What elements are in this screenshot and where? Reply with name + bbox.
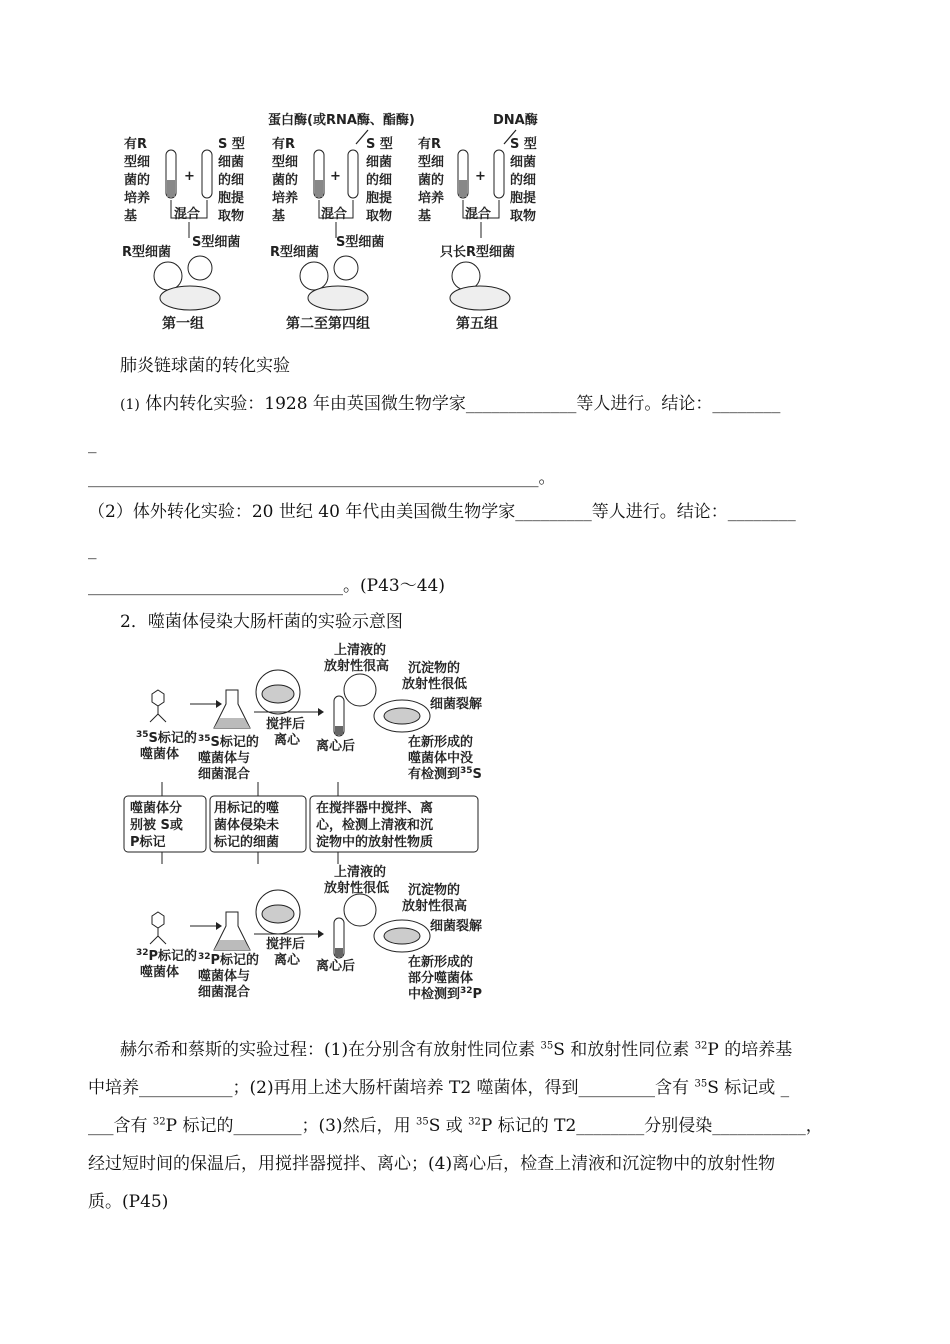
- svg-text:中检测到32P: 中检测到$^{32}$P: [408, 986, 483, 1002]
- question-2: （2）体外转化实验：20 世纪 40 年代由美国微生物学家_________等人进行。结论：________: [88, 502, 796, 522]
- svg-text:35S标记的: $^{35}$S标记的: [136, 730, 197, 746]
- svg-text:基: 基: [124, 209, 138, 224]
- svg-text:32P标记的: $^{32}$P标记的: [198, 952, 260, 968]
- svg-text:沉淀物的: 沉淀物的: [408, 883, 461, 898]
- group-5: [418, 136, 537, 332]
- svg-text:基: 基: [272, 209, 286, 224]
- svg-text:离心: 离心: [274, 733, 301, 748]
- svg-text:胞提: 胞提: [218, 191, 245, 206]
- svg-text:R型细菌: R型细菌: [270, 245, 320, 260]
- enzyme-label-protease: 蛋白酶(或RNA酶、酯酶): [268, 113, 415, 128]
- question-1-blank-line: _____________________________________________________。: [88, 468, 556, 488]
- paragraph-line-4: 经过短时间的保温后，用搅拌器搅拌、离心；(4)离心后，检查上清液和沉淀物中的放射性物: [88, 1154, 776, 1174]
- svg-text:上清液的: 上清液的: [334, 865, 387, 880]
- bottom-row-p32: [136, 864, 483, 1002]
- paragraph-line-1: 赫尔希和蔡斯的实验过程：(1)在分别含有放射性同位素 $^{35}$S 和放射性同位素 $^{32}$P 的培养基: [120, 1040, 793, 1060]
- svg-text:的细: 的细: [218, 173, 245, 188]
- svg-text:胞提: 胞提: [510, 191, 537, 206]
- svg-text:基: 基: [418, 209, 432, 224]
- svg-text:在新形成的: 在新形成的: [408, 955, 474, 970]
- svg-text:S 型: S 型: [510, 137, 537, 152]
- svg-text:只长R型细菌: 只长R型细菌: [440, 245, 516, 260]
- section1-title: 肺炎链球菌的转化实验: [120, 356, 290, 376]
- phage-infection-figure: [118, 642, 498, 1008]
- svg-text:混合: 混合: [465, 207, 492, 222]
- question-2-blank-line: ______________________________。(P43～44): [88, 576, 445, 596]
- svg-text:S 型: S 型: [218, 137, 245, 152]
- svg-text:菌体侵染未: 菌体侵染未: [214, 818, 280, 833]
- svg-text:噬菌体: 噬菌体: [140, 747, 180, 762]
- svg-text:标记的细菌: 标记的细菌: [214, 835, 280, 850]
- svg-text:细菌混合: 细菌混合: [198, 985, 251, 1000]
- step-boxes: [124, 782, 478, 864]
- svg-text:S型细菌: S型细菌: [336, 235, 385, 250]
- svg-text:的细: 的细: [366, 173, 393, 188]
- svg-text:噬菌体: 噬菌体: [140, 965, 180, 980]
- svg-text:培养: 培养: [418, 191, 445, 206]
- svg-text:离心后: 离心后: [316, 959, 356, 974]
- svg-text:细菌裂解: 细菌裂解: [430, 697, 483, 712]
- svg-text:上清液的: 上清液的: [334, 643, 387, 658]
- question-1: (1) 体内转化实验：1928 年由英国微生物学家_____________等人进行。结论：________: [120, 394, 781, 414]
- svg-text:第二至第四组: 第二至第四组: [286, 316, 370, 332]
- svg-text:细菌: 细菌: [366, 155, 393, 170]
- enzyme-label-dnase: DNA酶: [493, 113, 538, 128]
- transformation-experiment-figure: [118, 108, 548, 334]
- flask-icon: [214, 912, 250, 950]
- svg-text:型细: 型细: [272, 155, 299, 170]
- svg-text:部分噬菌体: 部分噬菌体: [408, 971, 474, 986]
- svg-text:有R: 有R: [124, 137, 148, 152]
- svg-text:P标记: P标记: [130, 835, 166, 850]
- svg-text:离心后: 离心后: [316, 739, 356, 754]
- svg-text:搅拌后: 搅拌后: [266, 717, 306, 732]
- svg-text:S 型: S 型: [366, 137, 393, 152]
- svg-text:噬菌体分: 噬菌体分: [130, 801, 183, 816]
- svg-text:混合: 混合: [174, 207, 201, 222]
- svg-text:细菌: 细菌: [510, 155, 537, 170]
- svg-text:菌的: 菌的: [418, 173, 445, 188]
- svg-text:有R: 有R: [272, 137, 296, 152]
- svg-text:培养: 培养: [272, 191, 299, 206]
- svg-text:菌的: 菌的: [272, 173, 299, 188]
- svg-text:放射性很低: 放射性很低: [402, 677, 468, 692]
- svg-text:离心: 离心: [274, 953, 301, 968]
- svg-text:细菌: 细菌: [218, 155, 245, 170]
- question-2-continuation: _: [88, 540, 97, 560]
- svg-text:取物: 取物: [366, 209, 393, 224]
- svg-text:取物: 取物: [510, 209, 537, 224]
- phage-icon: [150, 690, 166, 722]
- svg-text:+: +: [475, 169, 486, 184]
- svg-text:胞提: 胞提: [366, 191, 393, 206]
- svg-text:噬菌体与: 噬菌体与: [198, 751, 251, 766]
- svg-text:S型细菌: S型细菌: [192, 235, 241, 250]
- group-2-4: [270, 136, 393, 332]
- top-row-s35: [136, 642, 483, 782]
- group-1: [122, 136, 245, 332]
- svg-text:有检测到35S: 有检测到$^{35}$S: [408, 766, 482, 782]
- svg-text:细菌混合: 细菌混合: [198, 767, 251, 782]
- paragraph-line-2: 中培养___________；(2)再用上述大肠杆菌培养 T2 噬菌体，得到_________含有 $^{35}$S 标记或 _: [88, 1078, 790, 1098]
- svg-text:培养: 培养: [124, 191, 151, 206]
- svg-text:放射性很高: 放射性很高: [402, 899, 468, 914]
- svg-text:+: +: [184, 169, 195, 184]
- svg-text:第五组: 第五组: [456, 316, 498, 332]
- svg-text:第一组: 第一组: [162, 316, 204, 332]
- paragraph-line-3: ___含有 $^{32}$P 标记的________；(3)然后，用 $^{35}$S 或 $^{32}$P 标记的 T2________分别侵染___________，: [88, 1116, 823, 1136]
- svg-text:噬菌体与: 噬菌体与: [198, 969, 251, 984]
- svg-text:R型细菌: R型细菌: [122, 245, 172, 260]
- svg-text:用标记的噬: 用标记的噬: [214, 801, 280, 816]
- svg-text:的细: 的细: [510, 173, 537, 188]
- svg-text:放射性很低: 放射性很低: [324, 881, 390, 896]
- svg-text:35S标记的: $^{35}$S标记的: [198, 734, 259, 750]
- svg-text:噬菌体中没: 噬菌体中没: [408, 751, 474, 766]
- question-1-continuation: _: [88, 434, 97, 454]
- flask-icon: [214, 690, 250, 728]
- svg-text:取物: 取物: [218, 209, 245, 224]
- svg-text:别被 S或: 别被 S或: [130, 818, 183, 833]
- paragraph-line-5: 质。(P45): [88, 1192, 169, 1212]
- svg-text:+: +: [330, 169, 341, 184]
- svg-text:放射性很高: 放射性很高: [324, 659, 390, 674]
- svg-text:细菌裂解: 细菌裂解: [430, 919, 483, 934]
- svg-text:有R: 有R: [418, 137, 442, 152]
- svg-text:型细: 型细: [418, 155, 445, 170]
- svg-text:混合: 混合: [321, 207, 348, 222]
- svg-text:在新形成的: 在新形成的: [408, 735, 474, 750]
- section2-title: 2．噬菌体侵染大肠杆菌的实验示意图: [120, 612, 403, 632]
- svg-text:在搅拌器中搅拌、离: 在搅拌器中搅拌、离: [316, 801, 434, 816]
- svg-text:沉淀物的: 沉淀物的: [408, 661, 461, 676]
- svg-text:淀物中的放射性物质: 淀物中的放射性物质: [316, 835, 434, 850]
- phage-icon: [150, 912, 166, 944]
- svg-text:32P标记的: $^{32}$P标记的: [136, 948, 198, 964]
- svg-text:型细: 型细: [124, 155, 151, 170]
- svg-text:搅拌后: 搅拌后: [266, 937, 306, 952]
- svg-text:心，检测上清液和沉: 心，检测上清液和沉: [316, 818, 434, 833]
- svg-text:菌的: 菌的: [124, 173, 151, 188]
